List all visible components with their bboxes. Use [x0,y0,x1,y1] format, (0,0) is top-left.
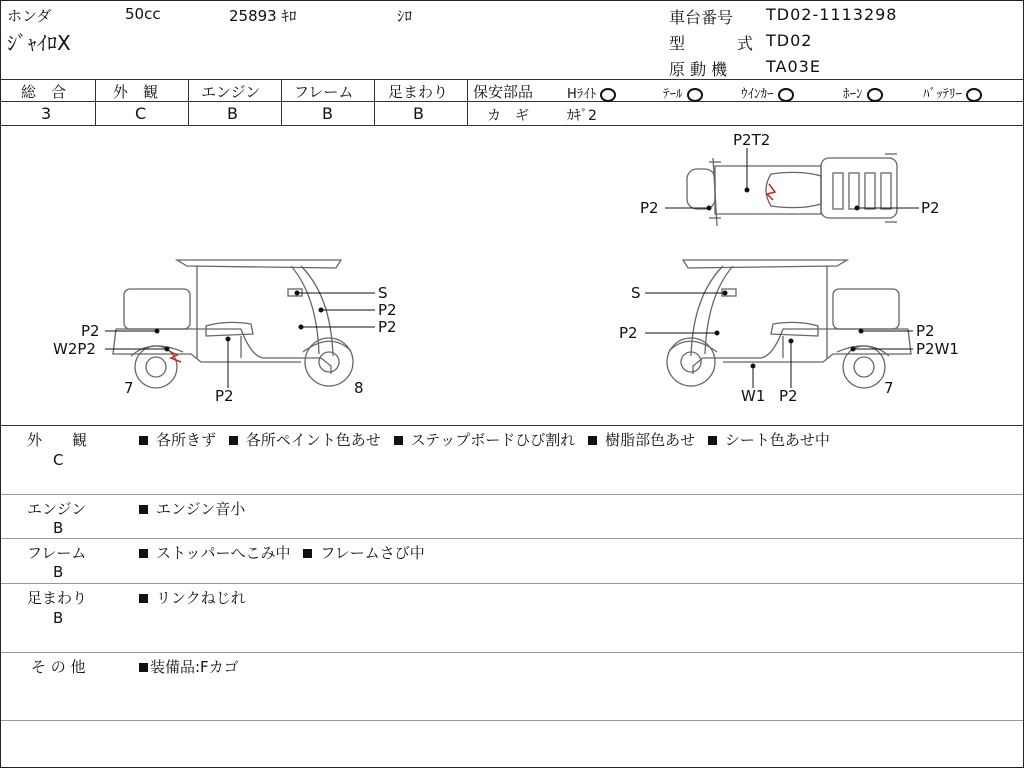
safety-item-label: ﾃｰﾙ [663,87,683,102]
type-label-1: 型 [669,34,686,53]
left-label-p2-a: P2 [378,301,397,319]
divider [374,79,375,125]
left-label-8: 8 [354,379,364,397]
engine-grade-label: エンジン [201,83,261,101]
engine-model-label: 原 動 機 [669,60,728,79]
divider [1,425,1023,426]
bullet-square-icon [139,505,148,514]
bullet-square-icon [139,594,148,603]
frame-grade-label: フレーム [294,83,354,101]
left-label-p2-c: P2 [81,322,100,340]
type-label-2: 式 [737,34,754,53]
safety-item-taillight [663,83,703,102]
divider [1,494,1023,495]
divider [1,79,1023,80]
bullet-square-icon [139,436,148,445]
safety-item-headlight [567,83,616,102]
divider [1,720,1023,721]
left-label-s: S [378,284,388,302]
left-label-7: 7 [124,379,134,397]
exterior-grade-label: 外 観 [113,83,159,101]
remark-item: シート色あせ中 [724,431,830,449]
displacement: 50cc [125,5,161,23]
mileage [229,5,297,26]
remark-item: 樹脂部色あせ [605,431,696,449]
bullet-square-icon [229,436,238,445]
type-value: TD02 [766,31,813,50]
engine-section-label: エンジン [27,500,87,518]
engine-model-value: TA03E [766,57,821,76]
frame-remarks [139,542,425,563]
exterior-grade-value: C [135,104,147,123]
right-label-p2-bottom: P2 [779,387,798,405]
damage-mark [767,184,775,200]
ok-circle-icon [600,88,616,102]
left-label-p2-b: P2 [378,318,397,336]
vehicle-damage-diagram [1,126,1023,424]
safety-item-label: ｳｲﾝｶｰ [741,87,774,102]
maker: ホンダ [7,7,52,25]
exterior-section-label: 外 観 [27,431,88,449]
bullet-square-icon [588,436,597,445]
overall-grade-label: 総 合 [21,83,67,101]
remark-item: エンジン音小 [156,500,246,518]
suspension-remarks [139,587,246,608]
divider [281,79,282,125]
suspension-grade-value: B [413,104,424,123]
engine-remarks [139,498,245,519]
remark-item: 各所きず [156,431,217,449]
ok-circle-icon [687,88,703,102]
engine-grade-value: B [227,104,238,123]
remark-item: ステップボードひび割れ [410,431,576,449]
divider [95,79,96,125]
right-label-7: 7 [884,379,894,397]
left-label-w2p2: W2P2 [53,340,96,358]
engine-section-grade: B [53,519,64,537]
top-label-p2t2: P2T2 [733,131,771,149]
other-section-label: そ の 他 [31,658,86,676]
frame-section-grade: B [53,563,64,581]
frame-section-label: フレーム [27,544,87,562]
safety-item-label: Hﾗｲﾄ [567,87,597,102]
safety-item-winker [741,83,794,102]
exterior-remarks [139,429,830,450]
bullet-square-icon [303,549,312,558]
bullet-square-icon [708,436,717,445]
remark-item: 各所ペイント色あせ [245,431,381,449]
top-label-left: P2 [640,199,659,217]
safety-item-label: ﾊﾞｯﾃﾘｰ [923,87,962,102]
key-label: カ ギ [487,108,529,124]
right-label-p2w1: P2W1 [916,340,959,358]
safety-item-battery [923,83,982,102]
mileage-unit: ｷﾛ [281,7,297,25]
remark-item: ストッパーへこみ中 [156,544,291,562]
suspension-grade-label: 足まわり [388,83,449,101]
right-side-view-drawing [667,260,911,388]
model-name: ｼﾞｬｲﾛX [7,31,71,55]
suspension-section-grade: B [53,609,64,627]
suspension-section-label: 足まわり [27,589,88,607]
right-label-s: S [631,284,641,302]
divider [1,652,1023,653]
left-side-view-drawing [113,260,353,388]
remark-item: リンクねじれ [156,589,246,607]
safety-parts-label: 保安部品 [473,83,534,101]
mileage-value: 25893 [229,7,277,25]
ok-circle-icon [778,88,794,102]
frame-grade-value: B [322,104,333,123]
divider [1,583,1023,584]
top-view-drawing [687,154,897,226]
vehicle-color: ｼﾛ [397,7,413,25]
bullet-square-icon [139,549,148,558]
chassis-number-label: 車台番号 [669,8,734,27]
remark-item: フレームさび中 [320,544,425,562]
top-label-right: P2 [921,199,940,217]
remark-item: 装備品:Fカゴ [150,658,239,676]
key-value: ｶｷﾞ2 [567,108,597,124]
overall-grade-value: 3 [41,104,52,123]
right-label-p2-b: P2 [916,322,935,340]
divider [1,538,1023,539]
safety-item-horn [843,83,883,102]
chassis-number-value: TD02-1113298 [766,5,898,24]
ok-circle-icon [867,88,883,102]
right-label-p2-a: P2 [619,324,638,342]
safety-item-label: ﾎｰﾝ [843,87,863,102]
exterior-section-grade: C [53,451,64,469]
divider [188,79,189,125]
damage-mark [169,351,181,362]
divider [467,79,468,125]
left-label-p2-bottom: P2 [215,387,234,405]
ok-circle-icon [966,88,982,102]
bullet-square-icon [394,436,403,445]
other-remarks [139,656,239,677]
bullet-square-icon [139,663,148,672]
right-label-w1: W1 [741,387,766,405]
